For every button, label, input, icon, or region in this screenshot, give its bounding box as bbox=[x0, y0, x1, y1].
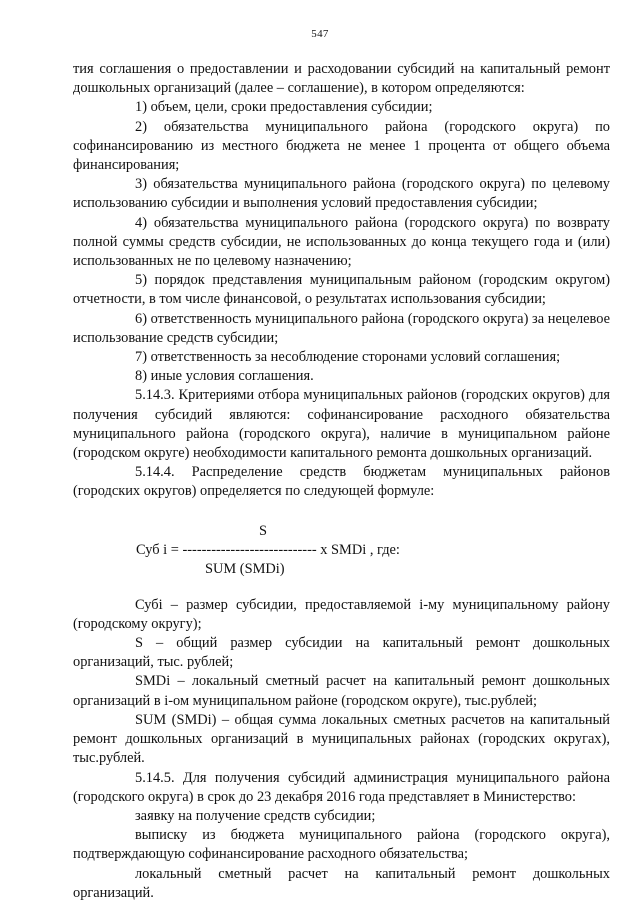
list-item: 2) обязательства муниципального района (городского округа) по софинансированию из местного бюджета не менее 1 процента от общего объема финансирования; bbox=[73, 118, 610, 174]
definition: SUM (SMDi) – общая сумма локальных сметных расчетов на капитальный ремонт дошкольных организаций в муниципальных районах (городских округах), тыс.рублей. bbox=[73, 711, 610, 767]
page-number: 547 bbox=[311, 28, 329, 40]
paragraph: 5.14.4. Распределение средств бюджетам муниципальных районов (городских округов) определяется по следующей формуле: bbox=[73, 464, 610, 500]
list-item: 1) объем, цели, сроки предоставления субсидии; bbox=[135, 99, 433, 116]
paragraph: тия соглашения о предоставлении и расходовании субсидий на капитальный ремонт дошкольных организаций (далее – соглашение), в котором определяются: bbox=[73, 61, 610, 97]
list-item: выписку из бюджета муниципального района (городского округа), подтверждающую софинансирование расходного обязательства; bbox=[73, 827, 610, 863]
definition: SMDi – локальный сметный расчет на капитальный ремонт дошкольных организаций в i-ом муниципальном районе (городском округе), тыс.рублей; bbox=[73, 673, 610, 709]
list-item: 7) ответственность за несоблюдение сторонами условий соглашения; bbox=[135, 349, 561, 366]
section-top bbox=[73, 60, 610, 502]
definition: S – общий размер субсидии на капитальный ремонт дошкольных организаций, тыс. рублей; bbox=[73, 635, 610, 671]
list-item: 6) ответственность муниципального района (городского округа) за нецелевое использование средств субсидии; bbox=[73, 310, 610, 346]
list-item: 8) иные условия соглашения. bbox=[135, 368, 314, 385]
formula-numerator: S bbox=[259, 522, 268, 539]
paragraph: 5.14.3. Критериями отбора муниципальных районов (городских округов) для получения субсидий являются: софинансирование расходного обязательства муниципального района (городского округа), наличие в муниципальном районе (городском округе) необходимости капитального ремонта дошкольных организаций. bbox=[73, 387, 610, 462]
formula-main-line: Суб i = ---------------------------- х SMDi , где: bbox=[136, 541, 400, 558]
formula bbox=[73, 522, 610, 580]
list-item: локальный сметный расчет на капитальный ремонт дошкольных организаций. bbox=[73, 865, 610, 901]
definition: Субi – размер субсидии, предоставляемой i-му муниципальному району (городскому округу); bbox=[73, 596, 610, 632]
list-item: 4) обязательства муниципального района (городского округа) по возврату полной суммы средств субсидии, не использованных до конца текущего года и (или) использованных не по целевому назначению; bbox=[73, 214, 610, 270]
list-item: заявку на получение средств субсидии; bbox=[135, 807, 376, 824]
section-bottom bbox=[73, 596, 610, 903]
formula-denominator: SUM (SMDi) bbox=[205, 560, 285, 577]
list-item: 3) обязательства муниципального района (городского округа) по целевому использованию субсидии и выполнения условий предоставления субсидии; bbox=[73, 176, 610, 212]
paragraph: 5.14.5. Для получения субсидий администрация муниципального района (городского округа) в срок до 23 декабря 2016 года представляет в Министерство: bbox=[73, 769, 610, 805]
document-body bbox=[73, 60, 610, 903]
list-item: 5) порядок представления муниципальным районом (городским округом) отчетности, в том числе финансовой, о результатах использования субсидии; bbox=[73, 272, 610, 308]
